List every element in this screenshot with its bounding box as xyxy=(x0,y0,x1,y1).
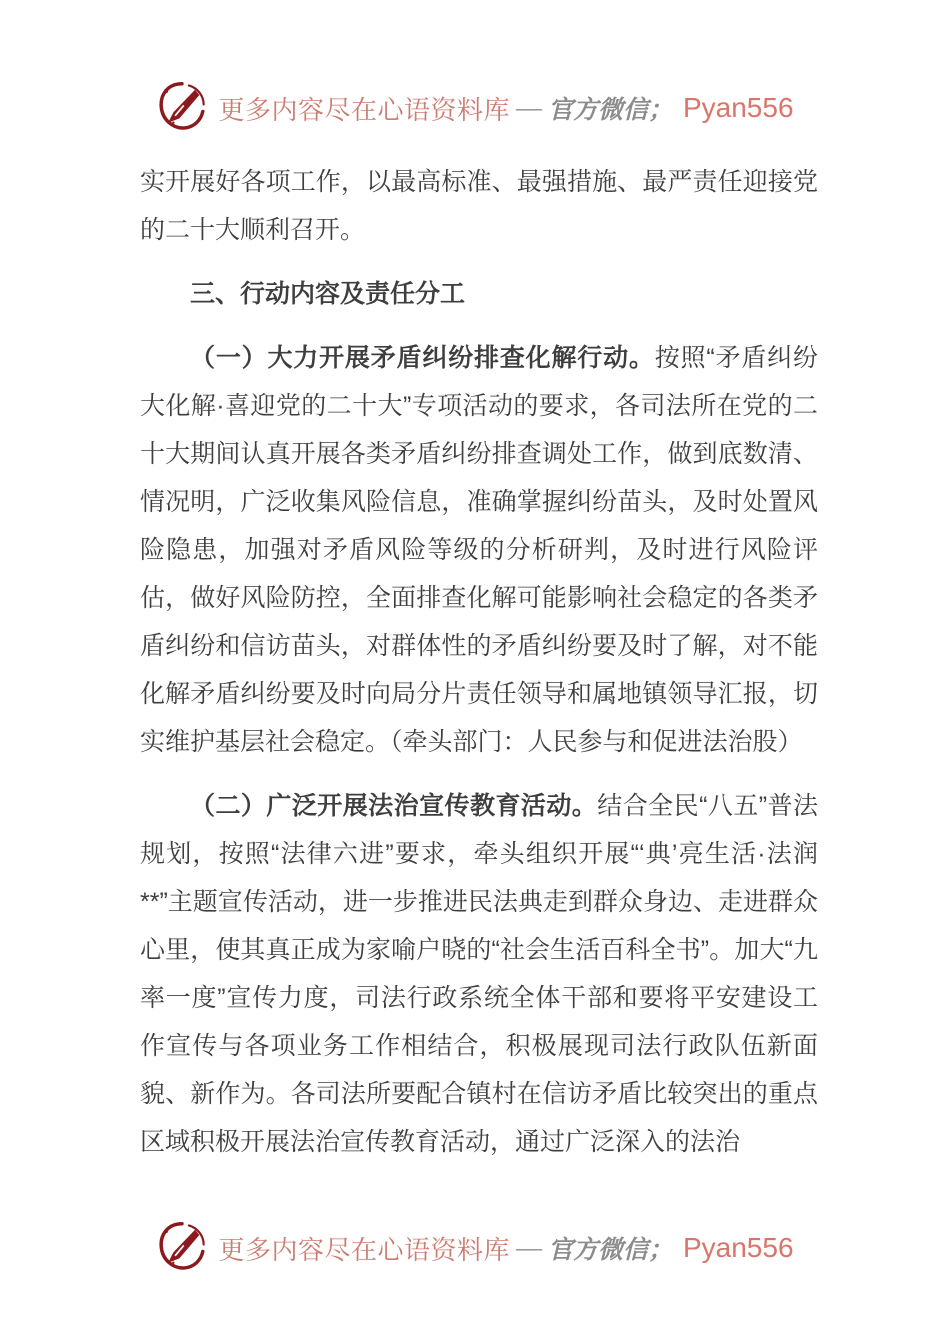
paragraph-item-1 xyxy=(140,334,818,766)
paragraph-lead: （一）大力开展矛盾纠纷排查化解行动。 xyxy=(190,344,655,372)
calligraphy-pen-logo-icon xyxy=(156,1219,208,1277)
brand-separator: — xyxy=(515,93,542,122)
wechat-id: Pyan556 xyxy=(682,92,794,123)
wechat-label: 官方微信； xyxy=(547,1237,673,1264)
brand-slogan: 更多内容尽在心语资料库 xyxy=(218,95,510,125)
document-body xyxy=(140,158,818,1166)
paragraph-text: 实开展好各项工作，以最高标准、最强措施、最严责任迎接党的二十大顺利召开。 xyxy=(140,168,818,244)
paragraph-text: 按照“矛盾纠纷大化解·喜迎党的二十大”专项活动的要求，各司法所在党的二十大期间认真开展各类矛盾纠纷排查调处工作，做到底数清、情况明，广泛收集风险信息，准确掌握纠纷苗头，及时处置风险隐患，加强对矛盾风险等级的分析研判，及时进行风险评估，做好风险防控，全面排查化解可能影响社会稳定的各类矛盾纠纷和信访苗头，对群体性的矛盾纠纷要及时了解，对不能化解矛盾纠纷要及时向局分片责任领导和属地镇领导汇报，切实维护基层社会稳定。（牵头部门：人民参与和促进法治股） xyxy=(140,344,818,756)
paragraph-text: 结合全民“八五”普法规划，按照“法律六进”要求，牵头组织开展“‘典’亮生活·法润**”主题宣传活动，进一步推进民法典走到群众身边、走进群众心里，使其真正成为家喻户晓的“社会生活百科全书”。加大“九率一度”宣传力度，司法行政系统全体干部和要将平安建设工作宣传与各项业务工作相结合，积极展现司法行政队伍新面貌、新作为。各司法所要配合镇村在信访矛盾比较突出的重点区域积极开展法治宣传教育活动，通过广泛深入的法治 xyxy=(140,792,818,1156)
brand-separator: — xyxy=(515,1233,542,1262)
wechat-id: Pyan556 xyxy=(682,1232,794,1263)
paragraph-item-2 xyxy=(140,782,818,1166)
wechat-label: 官方微信； xyxy=(547,97,673,124)
calligraphy-pen-logo-icon xyxy=(156,79,208,137)
paragraph-continuation xyxy=(140,158,818,254)
section-heading-text: 三、行动内容及责任分工 xyxy=(190,280,466,308)
paragraph-lead: （二）广泛开展法治宣传教育活动。 xyxy=(190,792,598,820)
section-heading xyxy=(140,270,818,318)
footer-brand-bar xyxy=(0,1212,950,1284)
brand-slogan: 更多内容尽在心语资料库 xyxy=(218,1235,510,1265)
header-brand-bar xyxy=(0,72,950,144)
